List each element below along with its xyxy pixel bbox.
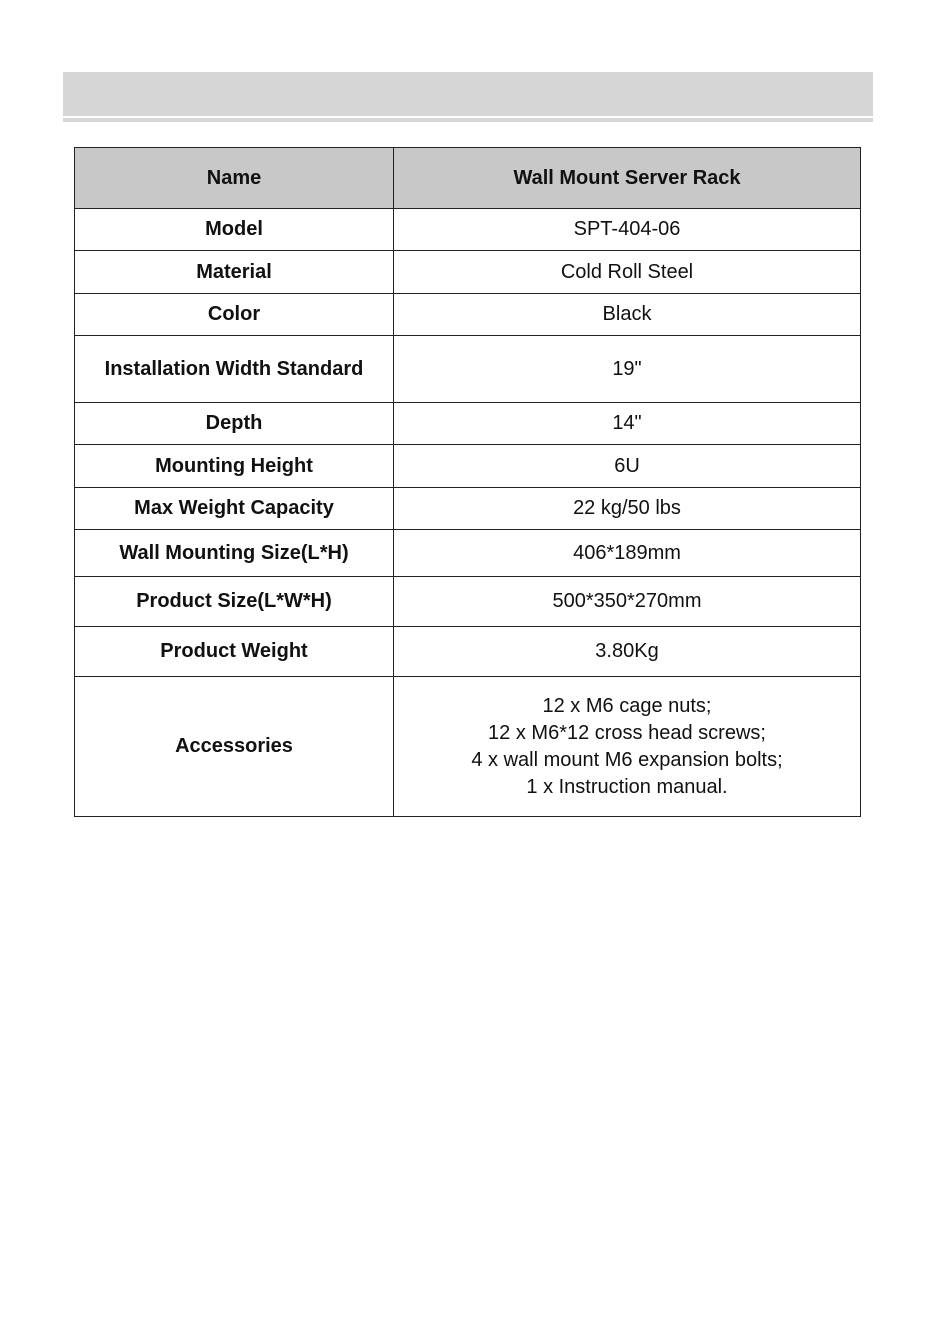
table-header-row	[75, 148, 861, 209]
row-value: SPT-404-06	[394, 209, 861, 251]
table-row	[75, 336, 861, 403]
row-value: 406*189mm	[394, 530, 861, 577]
table-row	[75, 677, 861, 817]
accessories-value	[394, 677, 861, 817]
header-value-cell: Wall Mount Server Rack	[394, 148, 861, 209]
row-label: Wall Mounting Size(L*H)	[75, 530, 394, 577]
header-bar	[63, 72, 873, 116]
accessory-line: 12 x M6*12 cross head screws;	[488, 721, 766, 744]
accessory-line: 1 x Instruction manual.	[526, 775, 728, 798]
table-row	[75, 627, 861, 677]
row-label: Accessories	[75, 677, 394, 817]
table-row	[75, 445, 861, 488]
table-row	[75, 294, 861, 336]
row-label: Mounting Height	[75, 445, 394, 488]
spec-table	[74, 147, 861, 817]
row-value: 22 kg/50 lbs	[394, 488, 861, 530]
row-label: Depth	[75, 403, 394, 445]
accessory-line: 12 x M6 cage nuts;	[542, 694, 712, 717]
row-value: Cold Roll Steel	[394, 251, 861, 294]
row-label: Product Weight	[75, 627, 394, 677]
header-divider	[63, 118, 873, 122]
row-value: 3.80Kg	[394, 627, 861, 677]
row-value: Black	[394, 294, 861, 336]
header-name-cell: Name	[75, 148, 394, 209]
table-row	[75, 530, 861, 577]
table-row	[75, 403, 861, 445]
table-row	[75, 577, 861, 627]
row-value: 6U	[394, 445, 861, 488]
row-value: 14"	[394, 403, 861, 445]
row-label: Material	[75, 251, 394, 294]
row-value: 500*350*270mm	[394, 577, 861, 627]
row-value: 19"	[394, 336, 861, 403]
table-row	[75, 488, 861, 530]
accessory-line: 4 x wall mount M6 expansion bolts;	[471, 748, 783, 771]
row-label: Installation Width Standard	[75, 336, 394, 403]
table-row	[75, 251, 861, 294]
table-row	[75, 209, 861, 251]
row-label: Max Weight Capacity	[75, 488, 394, 530]
row-label: Model	[75, 209, 394, 251]
row-label: Product Size(L*W*H)	[75, 577, 394, 627]
row-label: Color	[75, 294, 394, 336]
